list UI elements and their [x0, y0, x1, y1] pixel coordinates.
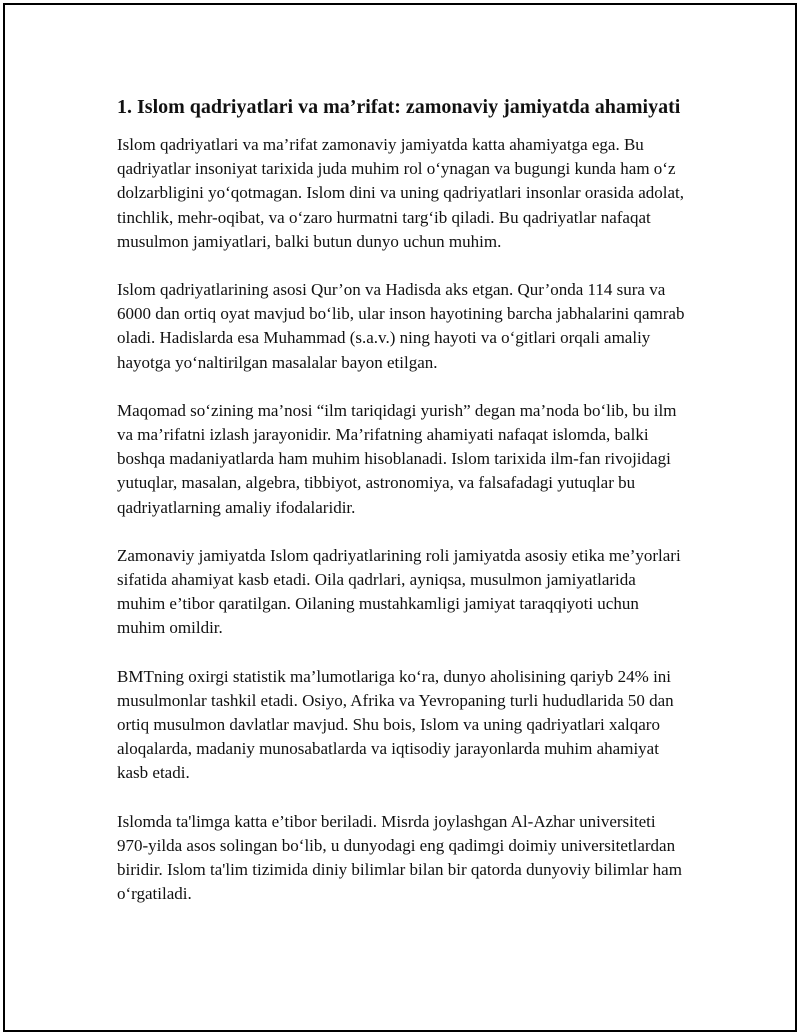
paragraph-quran-hadith: Islom qadriyatlarining asosi Qur’on va Hadisda aks etgan. Qur’onda 114 sura va 6000 dan ortiq oyat mavjud bo‘lib, ular inson hayotining barcha jabhalarini qamrab oladi. Hadislarda esa Muhammad (s.a.v.) ning hayoti va o‘gitlari orqali amaliy hayotga yo‘naltirilgan masalalar bayon etilgan.: [117, 280, 685, 372]
document-body: [117, 94, 687, 930]
paragraph-intro: Islom qadriyatlari va ma’rifat zamonaviy jamiyatda katta ahamiyatga ega. Bu qadriyatlar insoniyat tarixida juda muhim rol o‘ynagan va bugungi kunda ham o‘z dolzarbligini yo‘qotmagan. Islom dini va uning qadriyatlari insonlar orasida adolat, tinchlik, mehr-oqibat, va o‘zaro hurmatni targ‘ib qiladi. Bu qadriyatlar nafaqat musulmon jamiyatlari, balki butun dunyo uchun muhim.: [117, 135, 685, 251]
paragraph-education: Islomda ta'limga katta e’tibor beriladi. Misrda joylashgan Al-Azhar universiteti 970-yilda asos solingan bo‘lib, u dunyodagi eng qadimgi doimiy universitetlardan biridir. Islom ta'lim tizimida diniy bilimlar bilan bir qatorda dunyoviy bilimlar ham o‘rgatiladi.: [117, 811, 682, 904]
paragraph-statistics: BMTning oxirgi statistik ma’lumotlariga ko‘ra, dunyo aholisining qariyb 24% ini musulmonlar tashkil etadi. Osiyo, Afrika va Yevropaning turli hududlarida 50 dan ortiq musulmon davlatlar mavjud. Shu bois, Islom va uning qadriyatlari xalqaro aloqalarda, madaniy munosabatlarda va iqtisodiy jarayonlarda muhim ahamiyat kasb etadi.: [117, 666, 674, 783]
paragraph-knowledge: Maqomad so‘zining ma’nosi “ilm tariqidagi yurish” degan ma’noda bo‘lib, bu ilm va ma’rifatni izlash jarayonidir. Ma’rifatning ahamiyati nafaqat islomda, balki boshqa madaniyatlarda ham muhim hisoblanadi. Islom tarixida ilm-fan rivojidagi yutuqlar, masalan, algebra, tibbiyot, astronomiya, va falsafadagi yutuqlar bu qadriyatlarning amaliy ifodalaridir.: [117, 400, 677, 517]
section-heading: 1. Islom qadriyatlari va ma’rifat: zamonaviy jamiyatda ahamiyati: [117, 96, 681, 118]
paragraph-modern-society: Zamonaviy jamiyatda Islom qadriyatlarining roli jamiyatda asosiy etika me’yorlari sifatida ahamiyat kasb etadi. Oila qadrlari, ayniqsa, musulmon jamiyatlarida muhim e’tibor qaratilgan. Oilaning mustahkamligi jamiyat taraqqiyoti uchun muhim omildir.: [117, 545, 681, 638]
